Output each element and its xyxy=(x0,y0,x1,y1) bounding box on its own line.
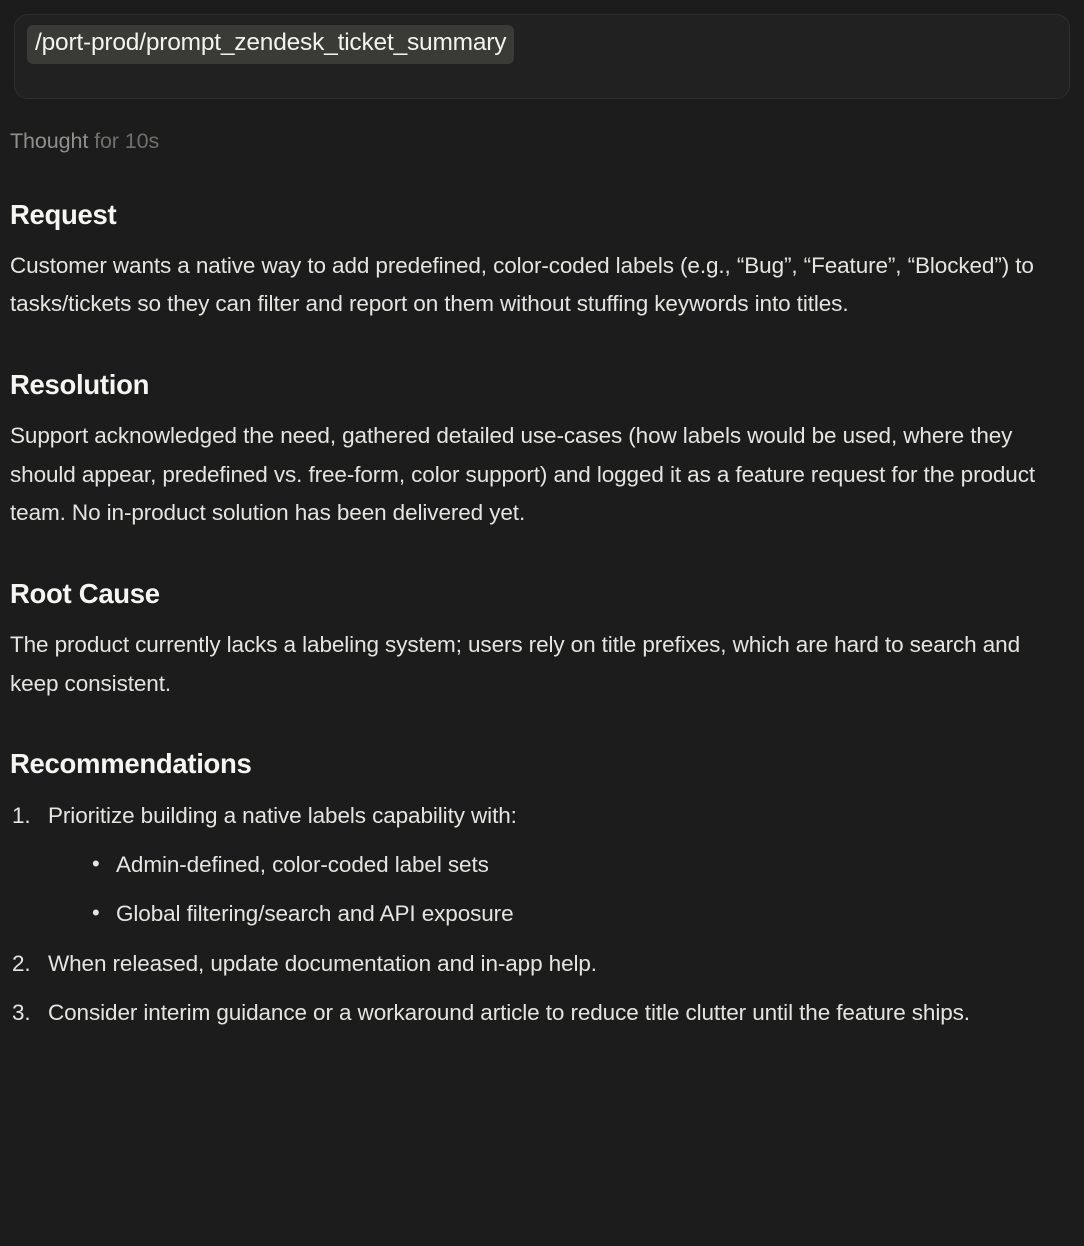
section-body-root-cause: The product currently lacks a labeling system; users rely on title prefixes, which are hard to search and keep consistent. xyxy=(10,632,1020,696)
thought-label: Thought xyxy=(10,128,89,153)
summary-content xyxy=(0,198,1084,1101)
list-item xyxy=(12,798,1072,931)
list-item-text: Prioritize building a native labels capability with: xyxy=(48,803,517,829)
list-item-text: When released, update documentation and in-app help. xyxy=(48,950,597,976)
section-heading-request: Request xyxy=(10,198,117,230)
section-body-resolution: Support acknowledged the need, gathered detailed use-cases (how labels would be used, where they should appear, predefined vs. free-form, color support) and logged it as a feature request for the product team. No in-product solution has been delivered yet. xyxy=(10,423,1036,526)
list-item-text: Consider interim guidance or a workaround article to reduce title clutter until the feature ships. xyxy=(48,1000,970,1026)
recommendations-sublist xyxy=(48,848,1072,932)
thought-status[interactable] xyxy=(10,129,1084,154)
section-heading-resolution: Resolution xyxy=(10,369,150,400)
list-item xyxy=(12,995,1072,1031)
prompt-input-spacer xyxy=(27,64,1057,86)
prompt-bar xyxy=(0,0,1084,99)
content-bottom-spacer xyxy=(10,1031,1072,1061)
list-item xyxy=(92,848,1072,883)
list-item-text: Global filtering/search and API exposure xyxy=(116,900,514,926)
prompt-command-chip[interactable]: /port-prod/prompt_zendesk_ticket_summary xyxy=(27,25,514,64)
list-item-text: Admin-defined, color-coded label sets xyxy=(116,851,489,877)
recommendations-list xyxy=(10,798,1072,1030)
section-heading-root-cause: Root Cause xyxy=(10,578,160,610)
prompt-input-container[interactable] xyxy=(14,14,1070,99)
section-heading-recommendations: Recommendations xyxy=(10,748,252,780)
list-item xyxy=(12,946,1072,982)
section-body-request: Customer wants a native way to add predefined, color-coded labels (e.g., “Bug”, “Feature”, “Blocked”) to tasks/tickets so they can filter and report on them without stuffing keywords into titles. xyxy=(10,252,1034,317)
list-item xyxy=(92,897,1072,932)
thought-duration: for 10s xyxy=(94,128,160,153)
